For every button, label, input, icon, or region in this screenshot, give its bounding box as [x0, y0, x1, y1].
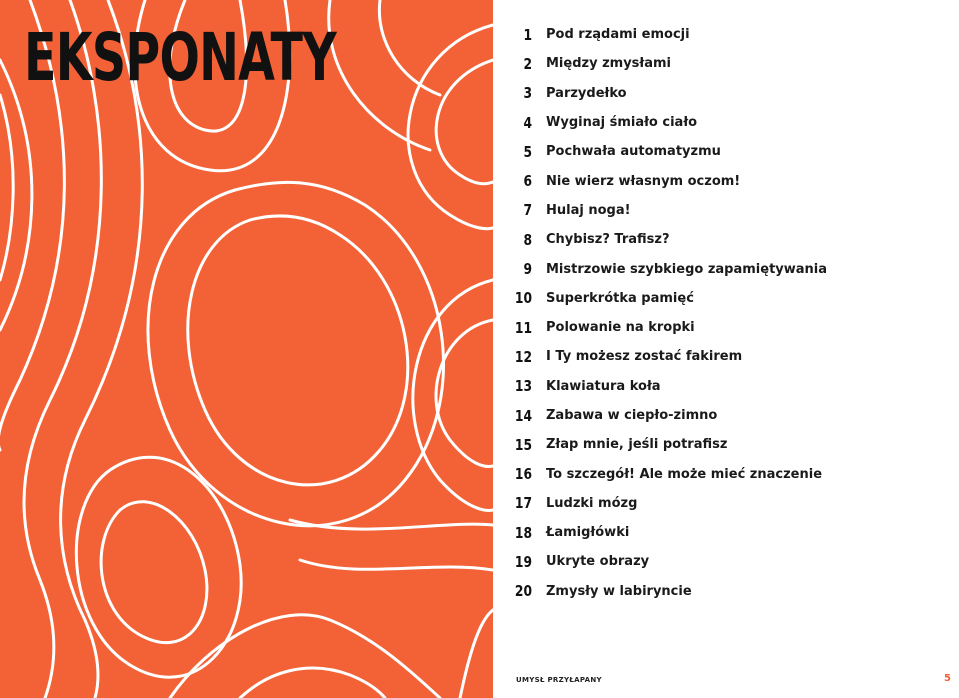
list-item	[504, 489, 827, 518]
exhibit-number: 1	[523, 25, 532, 44]
exhibit-number: 3	[523, 84, 532, 103]
exhibit-number: 14	[514, 406, 532, 425]
exhibit-number: 9	[523, 260, 532, 279]
exhibit-label: Ukryte obrazy	[546, 554, 650, 570]
exhibit-number: 13	[514, 377, 532, 396]
exhibit-label: Ludzki mózg	[546, 495, 638, 511]
exhibit-number: 11	[514, 318, 532, 337]
exhibit-number: 18	[514, 523, 532, 542]
exhibit-label: Wyginaj śmiało ciało	[546, 115, 698, 131]
list-item	[504, 284, 827, 313]
exhibit-number: 17	[514, 494, 532, 513]
exhibit-number: 20	[514, 582, 532, 601]
exhibit-number: 4	[523, 113, 532, 132]
list-item	[504, 108, 827, 137]
exhibit-number: 7	[523, 201, 532, 220]
exhibit-number: 15	[514, 435, 532, 454]
list-item	[504, 196, 827, 225]
list-item	[504, 49, 827, 78]
exhibit-number: 8	[523, 230, 532, 249]
list-item	[504, 430, 827, 459]
list-item	[504, 577, 827, 606]
exhibit-number: 6	[523, 172, 532, 191]
footer-publication-name: UMYSŁ PRZYŁAPANY	[516, 676, 602, 684]
list-item	[504, 137, 827, 166]
exhibit-label: Pochwała automatyzmu	[546, 144, 721, 160]
exhibit-label: I Ty możesz zostać fakirem	[546, 349, 743, 365]
list-item	[504, 342, 827, 371]
exhibit-label: Zabawa w ciepło-zimno	[546, 408, 718, 423]
list-item	[504, 547, 827, 576]
exhibit-label: Klawiatura koła	[546, 378, 661, 394]
exhibit-label: Chybisz? Trafisz?	[546, 232, 670, 248]
list-item	[504, 372, 827, 401]
page-number: 5	[944, 673, 951, 684]
list-item	[504, 313, 827, 342]
list-item	[504, 459, 827, 488]
exhibit-number: 16	[514, 465, 532, 484]
list-item	[504, 166, 827, 195]
exhibit-label: Złap mnie, jeśli potrafisz	[546, 437, 728, 453]
list-item	[504, 79, 827, 108]
page-title: EKSPONATY	[24, 19, 336, 96]
exhibit-label: Hulaj noga!	[546, 202, 631, 218]
exhibit-number: 2	[523, 54, 532, 73]
exhibit-label: To szczegół! Ale może mieć znaczenie	[546, 466, 823, 482]
exhibit-label: Nie wierz własnym oczom!	[546, 173, 741, 189]
list-item	[504, 518, 827, 547]
exhibit-number: 12	[514, 347, 532, 366]
list-item	[504, 254, 827, 283]
exhibit-label: Mistrzowie szybkiego zapamiętywania	[546, 261, 828, 277]
exhibit-number: 5	[523, 142, 532, 161]
exhibit-number: 19	[514, 552, 532, 571]
list-item	[504, 20, 827, 49]
exhibit-label: Zmysły w labiryncie	[546, 583, 692, 599]
exhibit-label: Polowanie na kropki	[546, 320, 695, 336]
exhibit-number: 10	[514, 289, 532, 308]
list-item	[504, 225, 827, 254]
exhibit-label: Parzydełko	[546, 85, 627, 101]
exhibit-list	[504, 20, 827, 606]
exhibit-label: Pod rządami emocji	[546, 27, 690, 43]
exhibit-label: Superkrótka pamięć	[546, 290, 694, 306]
list-item	[504, 401, 827, 430]
exhibit-label: Łamigłówki	[546, 525, 630, 541]
exhibit-label: Między zmysłami	[546, 56, 672, 72]
